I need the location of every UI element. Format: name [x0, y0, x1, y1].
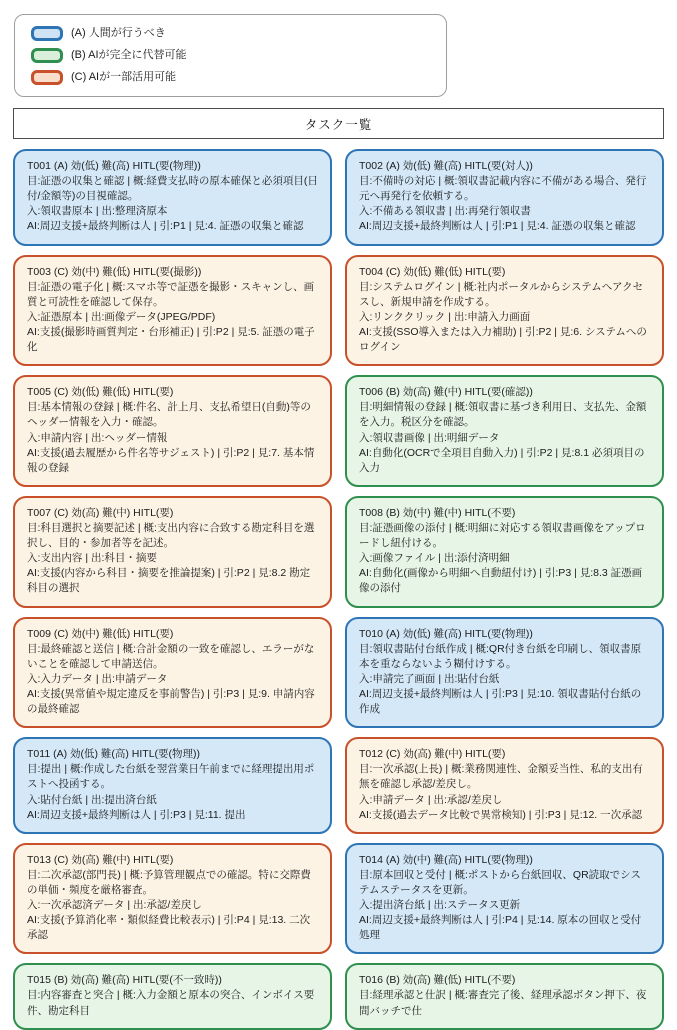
- task-card-io-line: 入:画像ファイル | 出:添付済明細: [359, 552, 510, 565]
- task-card: [13, 617, 332, 729]
- task-card-goal-line: 目:領収書貼付台紙作成 | 概:QR付き台紙を印刷し、領収書原本を重ならないよう糊付けする。: [359, 642, 642, 670]
- task-card-ai-line: AI:支援(撮影時画質判定・台形補正) | 引:P2 | 見:5. 証憑の電子化: [27, 325, 315, 354]
- task-card-io-line: 入:不備ある領収書 | 出:再発行領収書: [359, 205, 531, 218]
- task-card: [13, 375, 332, 487]
- task-card: [345, 149, 664, 246]
- task-card-header: T006 (B) 効(高) 難(中) HITL(要(確認)): [359, 386, 533, 399]
- task-card-ai-line: AI:周辺支援+最終判断は人 | 引:P3 | 見:11. 提出: [27, 808, 246, 821]
- task-card-io-line: 入:申請完了画面 | 出:貼付台紙: [359, 672, 500, 685]
- task-card-ai-line: AI:支援(予算消化率・類似経費比較表示) | 引:P4 | 見:13. 二次承認: [27, 914, 311, 942]
- task-card-goal-line: 目:明細情報の登録 | 概:領収書に基づき利用日、支払先、金額を入力。税区分を確認。: [359, 401, 647, 429]
- task-card-header: T016 (B) 効(高) 難(低) HITL(不要): [359, 974, 516, 987]
- legend-item: [31, 48, 430, 63]
- task-card-goal-line: 目:内容審査と突合 | 概:入力金額と原本の突合、インボイス要件、勘定科目: [27, 989, 315, 1017]
- legend: [14, 14, 447, 97]
- task-card-ai-line: AI:支援(過去データ比較で異常検知) | 引:P3 | 見:12. 一次承認: [359, 808, 643, 821]
- task-card-goal-line: 目:証憑画像の添付 | 概:明細に対応する領収書画像をアップロードし紐付ける。: [359, 521, 646, 550]
- task-list-title: [13, 108, 664, 139]
- task-card-ai-line: AI:周辺支援+最終判断は人 | 引:P4 | 見:14. 原本の回収と受付処理: [359, 914, 642, 942]
- task-card: [13, 255, 332, 367]
- task-card-ai-line: AI:支援(異常値や規定違反を事前警告) | 引:P3 | 見:9. 申請内容の最終確認: [27, 687, 315, 716]
- task-card-io-line: 入:支出内容 | 出:科目・摘要: [27, 552, 157, 565]
- task-list-title-text: タスク一覧: [304, 118, 373, 132]
- task-card: [345, 617, 664, 729]
- task-card-ai-line: AI:支援(内容から科目・摘要を推論提案) | 引:P2 | 見:8.2 勘定科目の選択: [27, 567, 311, 595]
- task-card-goal-line: 目:証憑の電子化 | 概:スマホ等で証憑を撮影・スキャンし、画質と可読性を確認して保存。: [27, 280, 315, 308]
- task-card: [13, 963, 332, 1029]
- task-card-goal-line: 目:システムログイン | 概:社内ポータルからシステムへアクセスし、新規申請を作成する。: [359, 280, 644, 308]
- task-card-io-line: 入:領収書原本 | 出:整理済原本: [27, 205, 168, 218]
- task-card-header: T013 (C) 効(高) 難(中) HITL(要): [27, 853, 174, 866]
- task-card-goal-line: 目:一次承認(上長) | 概:業務関連性、金額妥当性、私的支出有無を確認し承認/差戻し。: [359, 763, 643, 791]
- task-card-goal-line: 目:証憑の収集と確認 | 概:経費支払時の原本確保と必須項目(日付/金額等)の目視確認。: [27, 175, 318, 203]
- task-card-io-line: 入:証憑原本 | 出:画像データ(JPEG/PDF): [27, 310, 216, 323]
- legend-item-label: (A) 人間が行うべき: [71, 26, 166, 39]
- task-card-header: T010 (A) 効(低) 難(高) HITL(要(物理)): [359, 627, 533, 640]
- task-card-header: T008 (B) 効(中) 難(中) HITL(不要): [359, 506, 516, 519]
- task-card-header: T007 (C) 効(高) 難(中) HITL(要): [27, 506, 174, 519]
- task-card: [345, 496, 664, 608]
- task-card: [345, 375, 664, 487]
- task-card-header: T011 (A) 効(低) 難(高) HITL(要(物理)): [27, 748, 201, 761]
- task-card: [345, 843, 664, 955]
- task-card-io-line: 入:貼付台紙 | 出:提出済台紙: [27, 793, 157, 806]
- task-card-header: T015 (B) 効(高) 難(高) HITL(要(不一致時)): [27, 974, 222, 987]
- task-card-ai-line: AI:支援(SSO導入または入力補助) | 引:P2 | 見:6. システムへのログイン: [359, 325, 647, 354]
- task-card-ai-line: AI:支援(過去履歴から件名等サジェスト) | 引:P2 | 見:7. 基本情報の登録: [27, 446, 315, 474]
- legend-item: [31, 26, 430, 41]
- task-grid: [13, 149, 664, 1030]
- task-card: [345, 963, 664, 1029]
- task-card: [345, 737, 664, 834]
- task-card-header: T009 (C) 効(中) 難(低) HITL(要): [27, 627, 174, 640]
- legend-swatch-icon: [31, 26, 63, 41]
- task-card-goal-line: 目:不備時の対応 | 概:領収書記載内容に不備がある場合、発行元へ再発行を依頼する。: [359, 175, 647, 203]
- task-card-ai-line: AI:周辺支援+最終判断は人 | 引:P1 | 見:4. 証憑の収集と確認: [27, 220, 304, 233]
- task-card: [345, 255, 664, 367]
- task-card-header: T014 (A) 効(中) 難(高) HITL(要(物理)): [359, 853, 533, 866]
- legend-item-label: (C) AIが一部活用可能: [71, 70, 177, 83]
- task-card-ai-line: AI:自動化(画像から明細へ自動紐付け) | 引:P3 | 見:8.3 証憑画像の添付: [359, 567, 643, 595]
- task-card-goal-line: 目:提出 | 概:作成した台紙を翌営業日午前までに経理提出用ポストへ投函する。: [27, 763, 315, 791]
- task-card-io-line: 入:申請データ | 出:承認/差戻し: [359, 793, 503, 806]
- task-card: [13, 149, 332, 246]
- task-card: [13, 843, 332, 955]
- task-card: [13, 496, 332, 608]
- task-card-header: T005 (C) 効(低) 難(低) HITL(要): [27, 386, 174, 399]
- legend-item-label: (B) AIが完全に代替可能: [71, 48, 187, 61]
- task-card: [13, 737, 332, 834]
- task-card-goal-line: 目:科目選択と摘要記述 | 概:支出内容に合致する勘定科目を選択し、目的・参加者等を記述。: [27, 521, 315, 550]
- task-card-header: T004 (C) 効(低) 難(低) HITL(要): [359, 265, 506, 278]
- legend-item: [31, 70, 430, 85]
- task-card-io-line: 入:入力データ | 出:申請データ: [27, 672, 168, 685]
- task-card-ai-line: AI:周辺支援+最終判断は人 | 引:P3 | 見:10. 領収書貼付台紙の作成: [359, 687, 642, 716]
- task-card-io-line: 入:一次承認済データ | 出:承認/差戻し: [27, 899, 202, 912]
- task-card-header: T003 (C) 効(中) 難(低) HITL(要(撮影)): [27, 265, 202, 278]
- task-card-goal-line: 目:最終確認と送信 | 概:合計金額の一致を確認し、エラーがないことを確認して申請送信。: [27, 642, 315, 670]
- task-card-header: T002 (A) 効(低) 難(高) HITL(要(対人)): [359, 160, 533, 172]
- task-card-header: T012 (C) 効(高) 難(中) HITL(要): [359, 748, 506, 761]
- task-card-io-line: 入:リンククリック | 出:申請入力画面: [359, 310, 531, 323]
- legend-swatch-icon: [31, 70, 63, 85]
- task-card-io-line: 入:申請内容 | 出:ヘッダー情報: [27, 431, 168, 444]
- task-card-goal-line: 目:二次承認(部門長) | 概:予算管理観点での確認。特に交際費の単価・頻度を厳格審査。: [27, 868, 311, 896]
- task-card-header: T001 (A) 効(低) 難(高) HITL(要(物理)): [27, 160, 201, 172]
- task-card-goal-line: 目:経理承認と仕訳 | 概:審査完了後、経理承認ボタン押下、夜間バッチで仕: [359, 989, 647, 1017]
- task-card-io-line: 入:提出済台紙 | 出:ステータス更新: [359, 899, 521, 912]
- legend-swatch-icon: [31, 48, 63, 63]
- task-card-ai-line: AI:周辺支援+最終判断は人 | 引:P1 | 見:4. 証憑の収集と確認: [359, 220, 636, 233]
- task-card-goal-line: 目:原本回収と受付 | 概:ポストから台紙回収、QR読取でシステムステータスを更新。: [359, 868, 641, 896]
- task-card-goal-line: 目:基本情報の登録 | 概:件名、計上月、支払希望日(自動)等のヘッダー情報を入力・確認。: [27, 401, 311, 429]
- task-card-io-line: 入:領収書画像 | 出:明細データ: [359, 431, 500, 444]
- task-card-ai-line: AI:自動化(OCRで全項目自動入力) | 引:P2 | 見:8.1 必須項目の入力: [359, 446, 645, 474]
